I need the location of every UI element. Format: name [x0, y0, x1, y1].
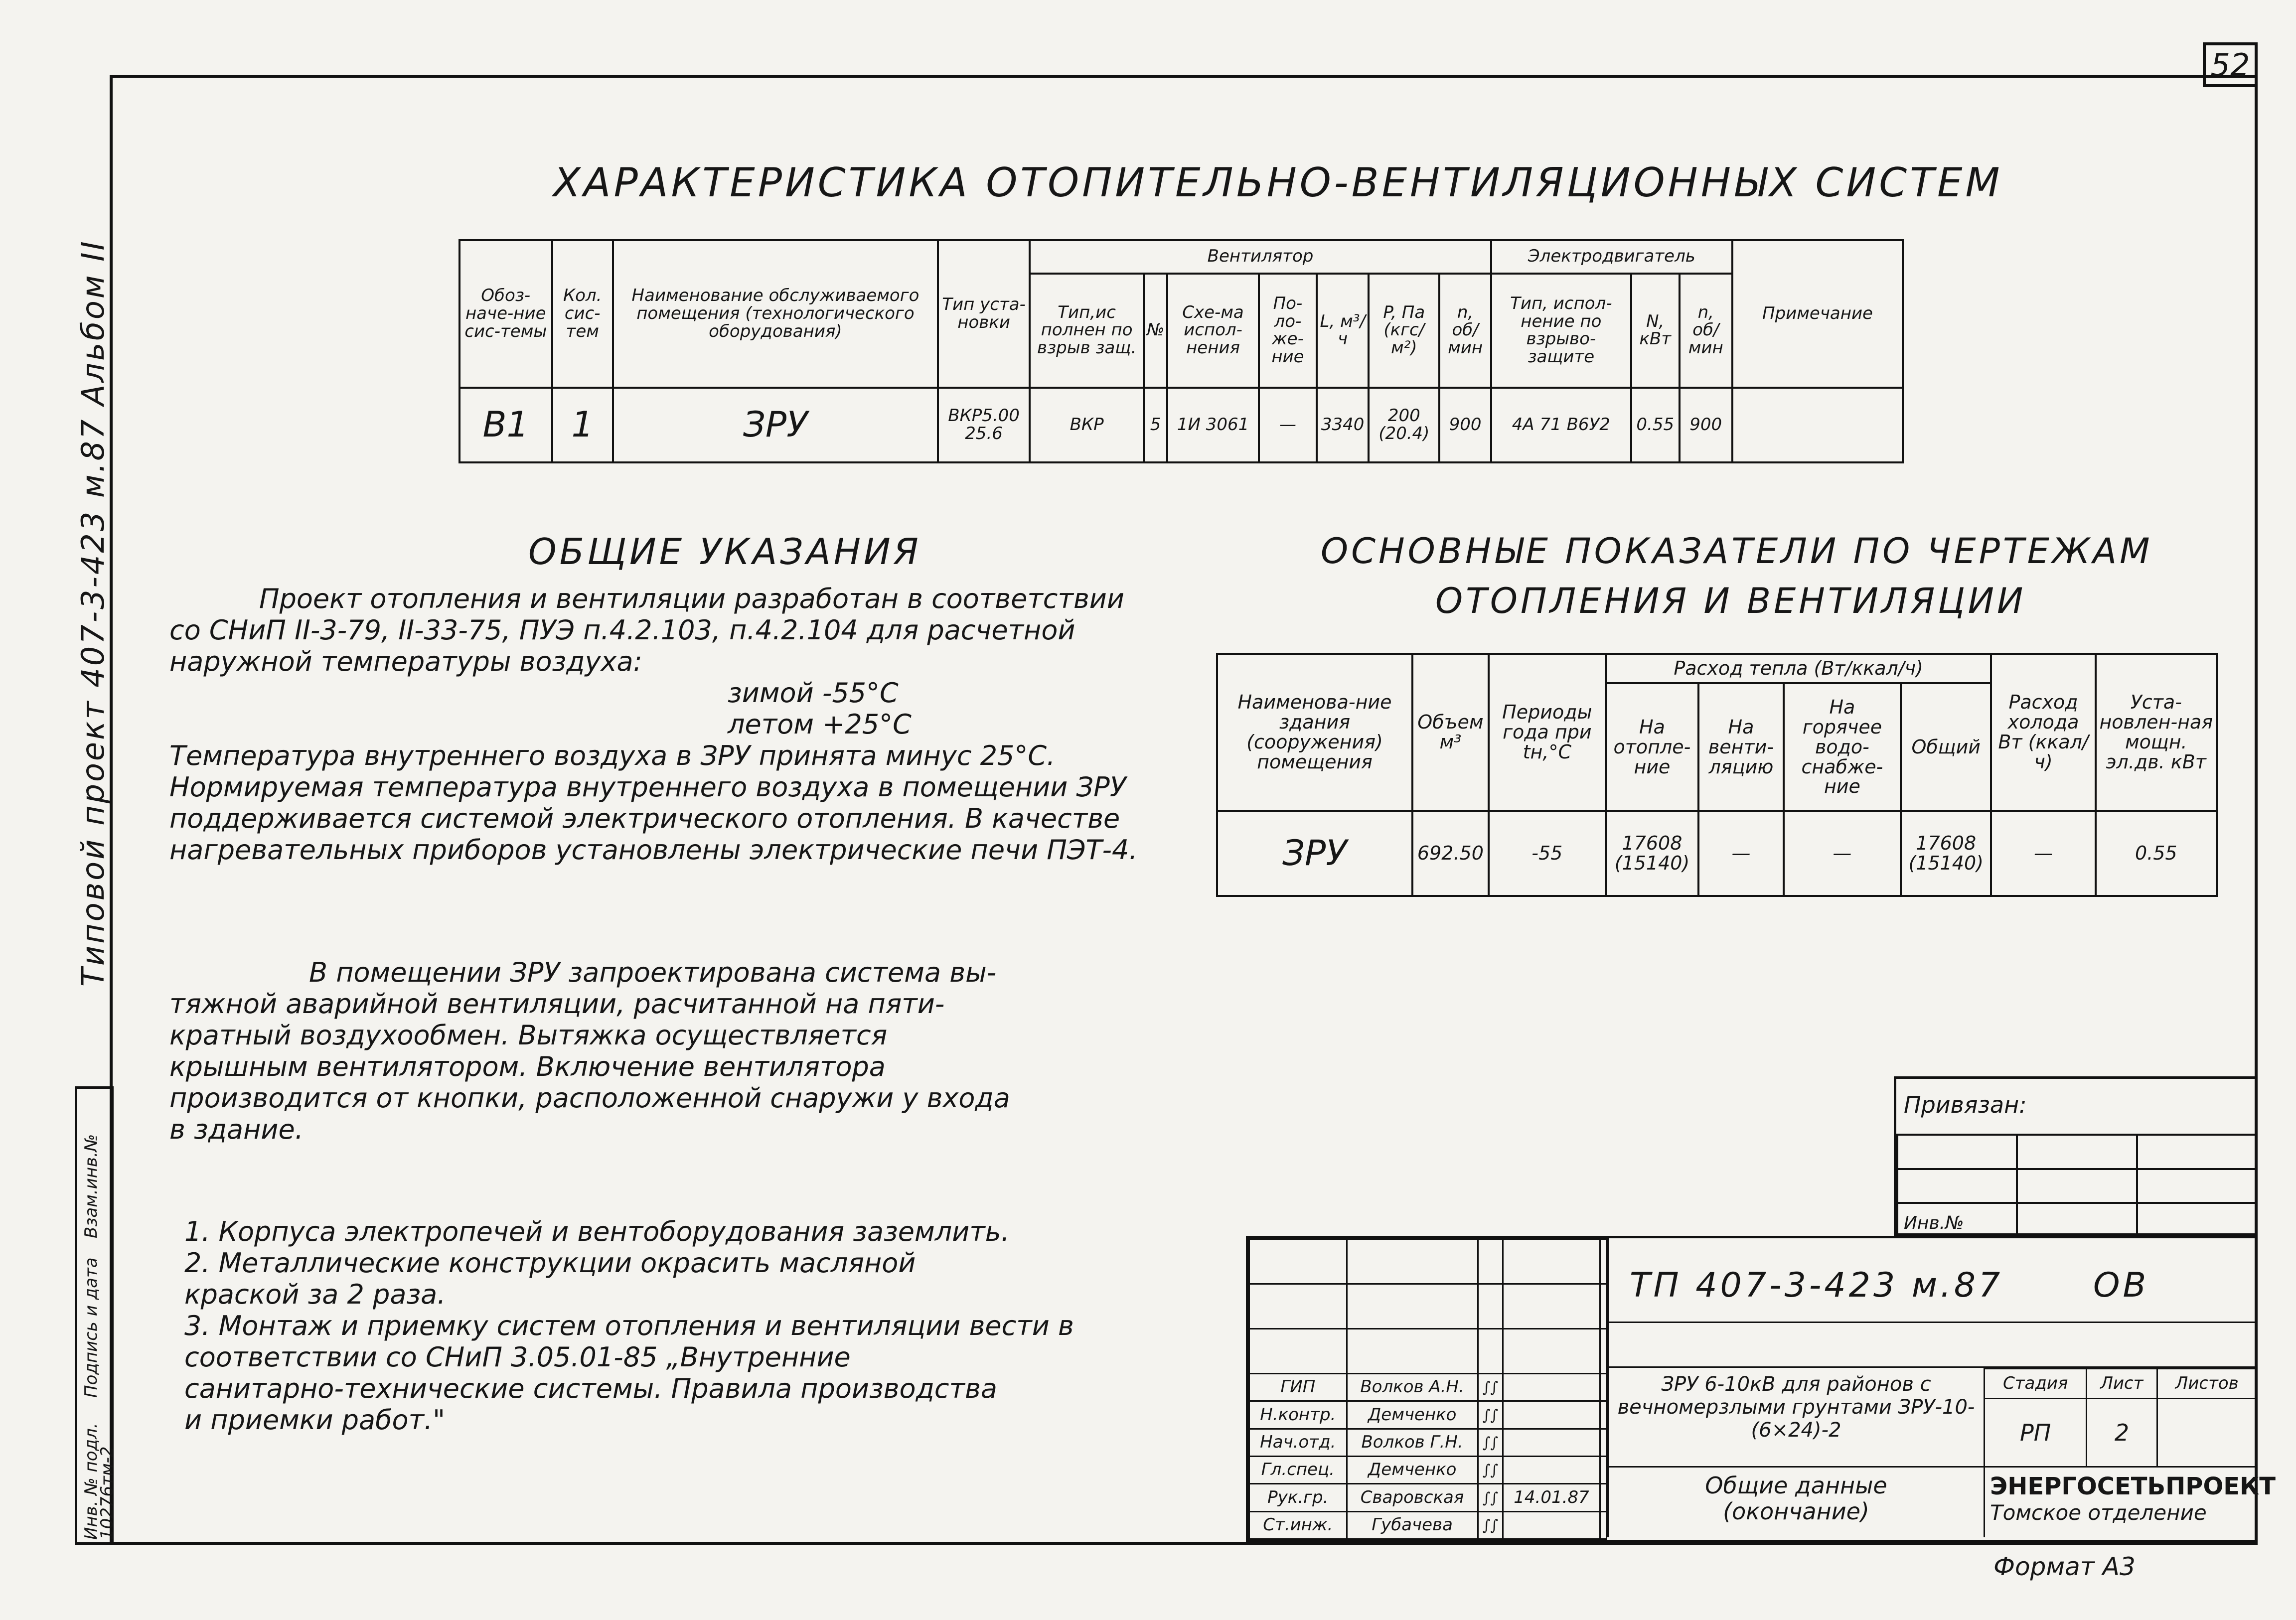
table-row — [459, 388, 1903, 462]
sheet-value: 2 — [2087, 1399, 2157, 1467]
sig-name: Губачева — [1347, 1511, 1478, 1539]
cell-schema: 1И 3061 — [1167, 388, 1258, 462]
th-oboz: Обоз-наче-ние сис-темы — [459, 240, 552, 388]
th-polozh: По-ло-же-ние — [1259, 274, 1317, 388]
cell-oboz: В1 — [459, 388, 552, 462]
cell-N: 0.55 — [1631, 388, 1680, 462]
sheet-title-2: (окончание) — [1723, 1498, 1869, 1525]
sig-name: Демченко — [1347, 1456, 1478, 1483]
format-label: Формат А3 — [1993, 1552, 2136, 1581]
signature-table — [1248, 1238, 1607, 1540]
th-L: L, м³/ч — [1317, 274, 1369, 388]
sig-role: ГИП — [1249, 1374, 1347, 1401]
main-indicators-heading-2: ОТОПЛЕНИЯ И ВЕНТИЛЯЦИИ — [1435, 581, 2026, 621]
characteristics-title: ХАРАКТЕРИСТИКА ОТОПИТЕЛЬНО-ВЕНТИЛЯЦИОННЫХ СИСТЕМ — [553, 159, 2003, 206]
sheets-value — [2157, 1399, 2257, 1467]
vent-line: крышным вентилятором. Включение вентилятора — [169, 1051, 886, 1082]
org-branch: Томское отделение — [1990, 1500, 2207, 1525]
cell-P: 200 (20.4) — [1369, 388, 1439, 462]
cell-naim: ЗРУ — [613, 388, 938, 462]
binding-block — [1894, 1076, 2258, 1236]
signature-row — [1249, 1456, 1607, 1483]
project-name: ЗРУ 6-10кВ для районов с вечномерзлыми грунтами ЗРУ-10-(6×24)-2 — [1607, 1368, 1984, 1468]
sig-role: Гл.спец. — [1249, 1456, 1347, 1483]
vent-line: В помещении ЗРУ запроектирована система вы- — [309, 957, 997, 988]
sig-name: Волков Г.Н. — [1347, 1429, 1478, 1456]
signature-row — [1249, 1484, 1607, 1511]
general-line: Проект отопления и вентиляции разработан в соответствии — [259, 583, 1124, 614]
document-mark: ОВ — [2093, 1266, 2149, 1305]
th2-power: Уста-новлен-ная мощн. эл.дв. кВт — [2096, 654, 2217, 811]
th2-cold: Расход холода Вт (ккал/ч) — [1991, 654, 2095, 811]
th-schema: Схе-ма испол-нения — [1167, 274, 1258, 388]
vent-line: тяжной аварийной вентиляции, расчитанной на пяти- — [169, 988, 945, 1020]
th-group-motor: Электродвигатель — [1491, 240, 1732, 274]
sheet-title-cell — [1607, 1468, 1984, 1537]
th-n: n, об/мин — [1439, 274, 1491, 388]
th2-period: Периоды года при tн,°С — [1489, 654, 1606, 811]
th-kol: Кол. сис-тем — [552, 240, 613, 388]
note-item: санитарно-технические системы. Правила производства — [184, 1373, 997, 1404]
th-dv-tip: Тип, испол-нение по взрыво-защите — [1491, 274, 1631, 388]
stage-table — [1984, 1368, 2258, 1468]
note-item: 2. Металлические конструкции окрасить масляной — [184, 1247, 916, 1279]
signature-mark: ∫∫ — [1482, 1462, 1499, 1479]
note-item: 1. Корпуса электропечей и вентоборудования заземлить. — [184, 1216, 1010, 1247]
signature-mark: ∫∫ — [1482, 1516, 1499, 1534]
stage-label: Стадия — [1985, 1369, 2087, 1399]
sheet-title-1: Общие данные — [1705, 1472, 1887, 1499]
cell-kol: 1 — [552, 388, 613, 462]
th-prim: Примечание — [1732, 240, 1903, 388]
general-line: Температура внутреннего воздуха в ЗРУ принята минус 25°С. — [169, 740, 1056, 771]
signature-mark: ∫∫ — [1482, 1434, 1499, 1452]
th2-vent: На венти-ляцию — [1698, 683, 1784, 811]
sig-name: Волков А.Н. — [1347, 1374, 1478, 1401]
th-tip-isp: Тип,ис полнен по взрыв защ. — [1030, 274, 1144, 388]
signature-mark: ∫∫ — [1482, 1489, 1499, 1507]
signature-row — [1249, 1429, 1607, 1456]
cell-L: 3340 — [1317, 388, 1369, 462]
vent-line: кратный воздухообмен. Вытяжка осуществляется — [169, 1020, 888, 1051]
ventilation-text — [169, 957, 1226, 1145]
stamp-inv-label: Инв. № подл. — [81, 1423, 101, 1540]
general-line: Нормируемая температура внутреннего воздуха в помещении ЗРУ — [169, 771, 1126, 803]
note-item: и приемки работ." — [184, 1404, 445, 1436]
general-text — [169, 583, 1226, 866]
th-no: № — [1144, 274, 1167, 388]
general-line: летом +25°С — [728, 709, 912, 740]
signature-row — [1249, 1374, 1607, 1401]
th2-naim: Наименова-ние здания (сооружения) помещения — [1217, 654, 1412, 811]
general-heading: ОБЩИЕ УКАЗАНИЯ — [528, 531, 921, 573]
cell2-vent: — — [1698, 811, 1784, 896]
vent-line: в здание. — [169, 1114, 304, 1145]
th-N: N, кВт — [1631, 274, 1680, 388]
vent-line: производится от кнопки, расположенной снаружи у входа — [169, 1082, 1010, 1114]
signature-mark: ∫∫ — [1482, 1406, 1499, 1424]
main-indicators-heading-1: ОСНОВНЫЕ ПОКАЗАТЕЛИ ПО ЧЕРТЕЖАМ — [1321, 531, 2153, 572]
signature-mark: ∫∫ — [1482, 1379, 1499, 1397]
signature-row — [1249, 1511, 1607, 1539]
cell-polozh: — — [1259, 388, 1317, 462]
cell2-period: -55 — [1489, 811, 1606, 896]
cell-dv-tip: 4А 71 В6У2 — [1491, 388, 1631, 462]
cell2-total: 17608 (15140) — [1901, 811, 1991, 896]
stamp-podpis-label: Подпись и дата — [81, 1257, 101, 1398]
cell2-power: 0.55 — [2096, 811, 2217, 896]
stamp-vzam-label: Взам.инв.№ — [81, 1134, 101, 1238]
general-line: зимой -55°С — [728, 677, 899, 709]
org-name: ЭНЕРГОСЕТЬПРОЕКТ — [1990, 1473, 2276, 1500]
cell-tip-ust: ВКР5.00 25.6 — [938, 388, 1030, 462]
sig-name: Демченко — [1347, 1401, 1478, 1429]
general-line: нагревательных приборов установлены электрические печи ПЭТ-4. — [169, 834, 1138, 866]
sig-role: Рук.гр. — [1249, 1484, 1347, 1511]
th-naim: Наименование обслуживаемого помещения (технологического оборудования) — [613, 240, 938, 388]
signature-row — [1249, 1401, 1607, 1429]
note-item: соответствии со СНиП 3.05.01-85 „Внутренние — [184, 1341, 851, 1373]
cell2-cold: — — [1991, 811, 2095, 896]
th2-group-heat: Расход тепла (Вт/ккал/ч) — [1606, 654, 1991, 683]
side-title: Типовой проект 407-3-423 м.87 Альбом II — [75, 239, 111, 987]
cell2-otop: 17608 (15140) — [1606, 811, 1698, 896]
general-line: поддерживается системой электрического отопления. В качестве — [169, 803, 1120, 834]
characteristics-table — [459, 239, 1904, 463]
sig-role: Нач.отд. — [1249, 1429, 1347, 1456]
th2-gvs: На горячее водо-снабже-ние — [1784, 683, 1901, 811]
th-group-fan: Вентилятор — [1030, 240, 1491, 274]
cell2-obem: 692.50 — [1412, 811, 1489, 896]
general-line: со СНиП II-3-79, II-33-75, ПУЭ п.4.2.103, п.4.2.104 для расчетной — [169, 614, 1075, 646]
cell2-naim: ЗРУ — [1217, 811, 1412, 896]
note-item: 3. Монтаж и приемку систем отопления и вентиляции вести в — [184, 1310, 1074, 1341]
organization-cell — [1984, 1468, 2276, 1537]
sig-role: Н.контр. — [1249, 1401, 1347, 1429]
note-item: краской за 2 раза. — [184, 1279, 446, 1310]
sig-role: Ст.инж. — [1249, 1511, 1347, 1539]
document-code: ТП 407-3-423 м.87 — [1630, 1266, 2003, 1305]
th2-obem: Объем м³ — [1412, 654, 1489, 811]
cell-tip-isp: ВКР — [1030, 388, 1144, 462]
th-dv-n: n, об/мин — [1680, 274, 1732, 388]
sheet-label: Лист — [2087, 1369, 2157, 1399]
cell-prim — [1732, 388, 1903, 462]
side-stamp — [75, 1086, 117, 1545]
notes-list — [184, 1216, 1221, 1436]
stage-value: РП — [1985, 1399, 2087, 1467]
sig-name: Сваровская — [1347, 1484, 1478, 1511]
main-indicators-table — [1216, 653, 2218, 897]
th-P: P, Па (кгс/м²) — [1369, 274, 1439, 388]
sheets-label: Листов — [2157, 1369, 2257, 1399]
cell-n: 900 — [1439, 388, 1491, 462]
th-tip-ust: Тип уста-новки — [938, 240, 1030, 388]
binding-label: Привязан: — [1904, 1091, 2027, 1118]
cell-dv-n: 900 — [1680, 388, 1732, 462]
table-row — [1217, 811, 2217, 896]
code-sub-cell — [1607, 1323, 2255, 1368]
cell-no: 5 — [1144, 388, 1167, 462]
stamp-inv-value: 10276тм-2 — [97, 1446, 117, 1540]
general-line: наружной температуры воздуха: — [169, 646, 642, 677]
page-number: 52 — [2203, 42, 2258, 87]
inv-no-label: Инв.№ — [1904, 1213, 1964, 1233]
cell2-gvs: — — [1784, 811, 1901, 896]
th2-otop: На отопле-ние — [1606, 683, 1698, 811]
th2-total: Общий — [1901, 683, 1991, 811]
sign-date: 14.01.87 — [1503, 1484, 1600, 1511]
